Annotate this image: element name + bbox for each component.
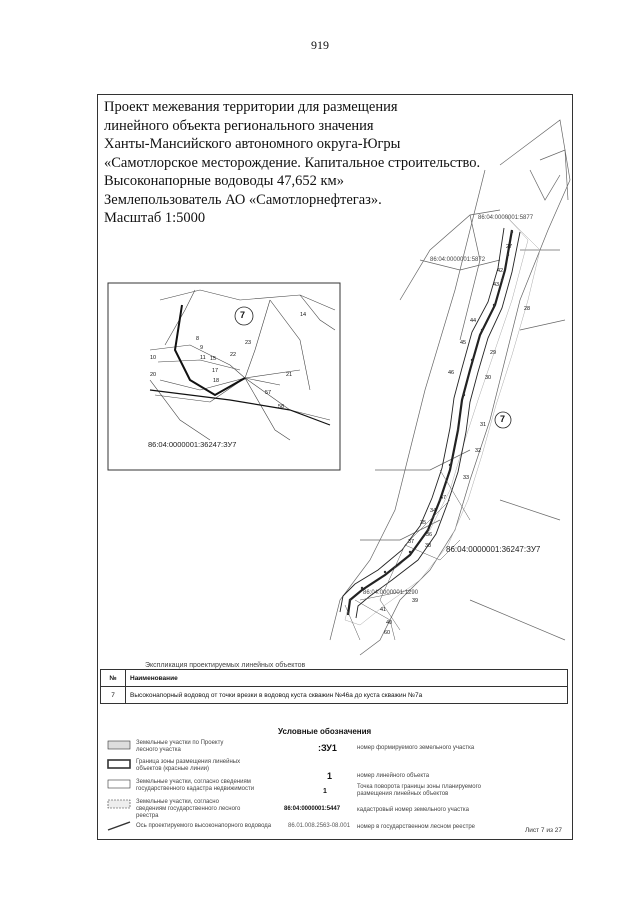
point-label: 27 bbox=[506, 244, 513, 250]
inset-point-label: 11 bbox=[200, 355, 206, 361]
inset-point-label: 23 bbox=[245, 340, 252, 346]
point-label: 47 bbox=[440, 495, 447, 501]
explication-title: Экспликация проектируемых линейных объектов bbox=[145, 662, 306, 669]
point-label: 36 bbox=[426, 532, 433, 538]
legend-symbol-forest-registry: 86.01.008.2563-08.001 bbox=[288, 823, 351, 829]
point-label: 34 bbox=[430, 508, 437, 514]
legend-symbol-object-number: 1 bbox=[327, 771, 333, 781]
inset-point-label: 14 bbox=[300, 312, 307, 318]
inset-point-label: 10 bbox=[150, 355, 157, 361]
point-label: 43 bbox=[493, 282, 500, 288]
parcel-boundaries bbox=[330, 120, 570, 655]
legend-swatches bbox=[108, 741, 130, 830]
point-label: 45 bbox=[460, 340, 467, 346]
title-line: линейного объекта регионального значения bbox=[104, 117, 374, 134]
inset-object-number-label: 7 bbox=[240, 310, 246, 320]
table-header-row bbox=[101, 670, 568, 687]
point-label: 41 bbox=[380, 607, 387, 613]
legend-left-item: Ось проектируемого высоконапорного водовода bbox=[136, 823, 272, 829]
page-number: 919 bbox=[311, 38, 329, 52]
legend-right-item: номер формируемого земельного участка bbox=[357, 745, 475, 751]
legend-left-item: Земельные участки по Проекту лесного участка bbox=[136, 740, 224, 753]
inset-point-label: 9 bbox=[200, 345, 204, 351]
inset-point-label: 8 bbox=[196, 336, 200, 342]
sheet-number: Лист 7 из 27 bbox=[525, 827, 562, 834]
legend-left-item: Граница зоны размещения линейных объектов (красные линии) bbox=[136, 759, 241, 772]
point-label: 38 bbox=[425, 543, 432, 549]
title-line: Проект межевания территории для размещения bbox=[104, 99, 398, 115]
legend-right-item: номер в государственном лесном реестре bbox=[357, 824, 476, 830]
legend-title: Условные обозначения bbox=[278, 727, 372, 736]
title-line: Масштаб 1:5000 bbox=[104, 210, 206, 226]
legend-left-item: Земельные участки, согласно сведениям государственного лесного реестра bbox=[136, 799, 241, 819]
point-label: 28 bbox=[524, 306, 531, 312]
inset-point-label: 22 bbox=[230, 352, 237, 358]
legend-right-item: номер линейного объекта bbox=[357, 773, 430, 779]
object-number-label: 7 bbox=[500, 414, 506, 424]
inset-parcel-label: 86:04:0000001:36247:ЗУ7 bbox=[148, 440, 237, 449]
legend-right-item: кадастровый номер земельного участка bbox=[357, 807, 469, 813]
legend-right-item: Точка поворота границы зоны планируемого размещения линейных объектов bbox=[357, 784, 481, 797]
construction-lines bbox=[345, 470, 470, 640]
point-label: 60 bbox=[384, 630, 391, 636]
header-name: Наименование bbox=[126, 670, 568, 687]
point-label: 37 bbox=[408, 539, 415, 545]
title-line: Землепользователь АО «Самотлорнефтегаз». bbox=[104, 191, 382, 208]
inset-point-label: 58 bbox=[278, 404, 285, 410]
point-label: 40 bbox=[386, 620, 393, 626]
point-label: 33 bbox=[463, 475, 470, 481]
point-label: 44 bbox=[470, 318, 477, 324]
title-line: «Самотлорское месторождение. Капитальное строительство. bbox=[104, 154, 481, 171]
point-label: 30 bbox=[485, 375, 492, 381]
inset-point-label: 21 bbox=[286, 372, 293, 378]
title-line: Высоконапорные водоводы 47,652 км» bbox=[104, 173, 344, 189]
header-number: № bbox=[101, 670, 126, 687]
row-number: 7 bbox=[101, 687, 126, 704]
row-name: Высоконапорный водовод от точки врезки в водовод куста скважин №46а до куста скважин №7а bbox=[126, 687, 568, 704]
point-label: 39 bbox=[412, 598, 419, 604]
table-row bbox=[101, 687, 568, 704]
explication-table bbox=[100, 669, 568, 704]
inset-point-label: 15 bbox=[210, 356, 217, 362]
inset-point-label: 20 bbox=[150, 372, 157, 378]
parcel-label-bottom: 86:04:0000001:1290 bbox=[363, 590, 419, 596]
inset-point-label: 18 bbox=[213, 378, 220, 384]
point-label: 32 bbox=[475, 448, 482, 454]
point-label: 29 bbox=[490, 350, 497, 356]
parcel-label-top: 86:04:0000001:5877 bbox=[478, 215, 534, 221]
point-label: 35 bbox=[420, 520, 427, 526]
legend-symbol-turning-point: 1 bbox=[323, 788, 327, 795]
point-label: 31 bbox=[480, 422, 487, 428]
inset-point-label: 57 bbox=[265, 390, 272, 396]
title-line: Ханты-Мансийского автономного округа-Югры bbox=[104, 136, 401, 152]
point-label: 42 bbox=[497, 268, 504, 274]
inset-point-label: 17 bbox=[212, 368, 219, 374]
legend-left-item: Земельные участки, согласно сведениям государственного кадастра недвижимости bbox=[136, 779, 255, 792]
parcel-label-mid: 86:04:0000001:5872 bbox=[430, 257, 486, 263]
legend-symbol-parcel-number: :ЗУ1 bbox=[318, 743, 337, 753]
parcel-label-main: 86:04:0000001:36247:ЗУ7 bbox=[446, 545, 541, 554]
legend-symbol-cadastral: 86:04:0000001:5447 bbox=[284, 806, 341, 812]
point-label: 46 bbox=[448, 370, 455, 376]
